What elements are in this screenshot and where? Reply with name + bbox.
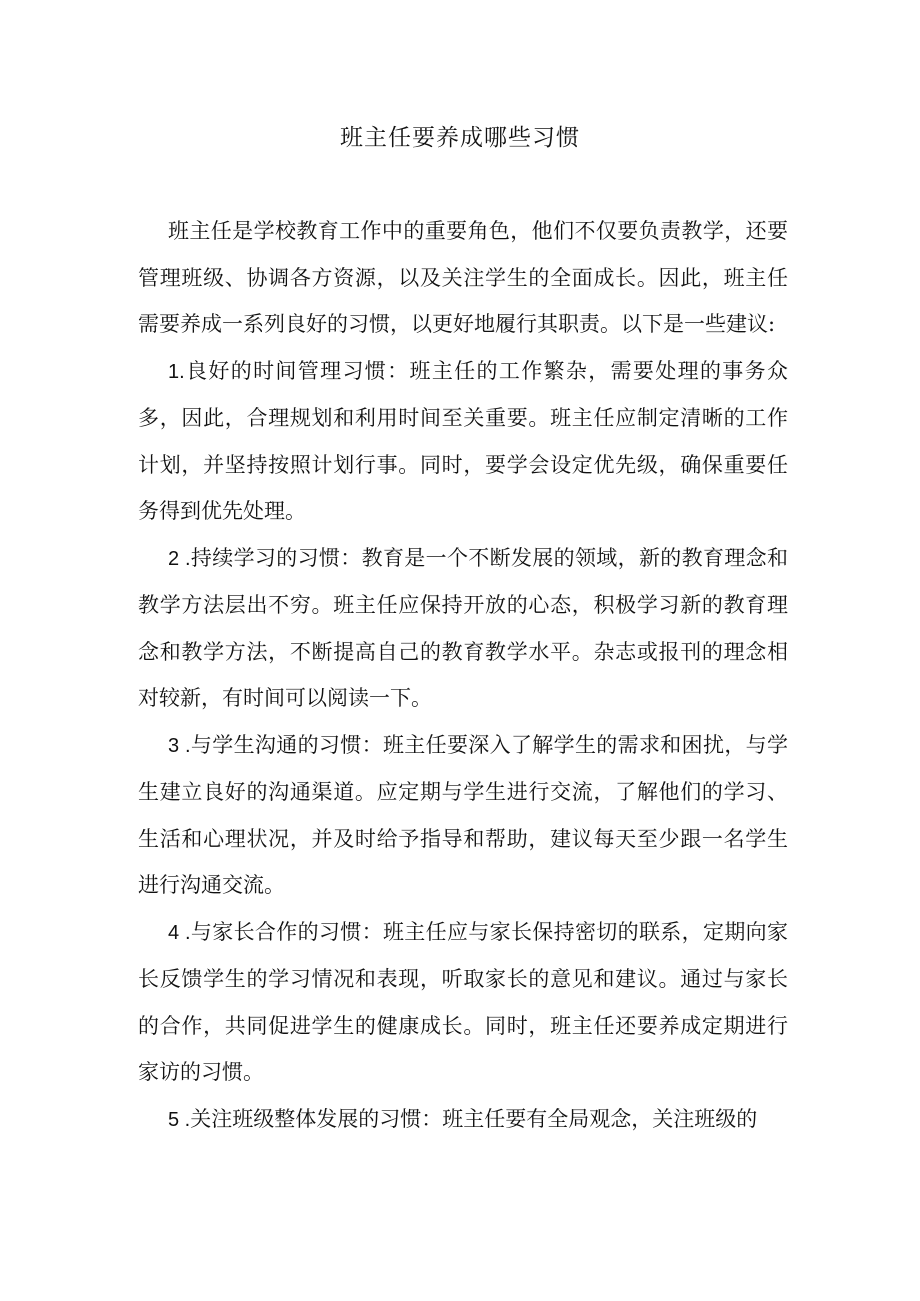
habit-item-text: 关注班级整体发展的习惯：班主任要有全局观念，关注班级的 xyxy=(190,1106,758,1131)
habit-item-text: 良好的时间管理习惯：班主任的工作繁杂，需要处理的事务众多，因此，合理规划和利用时间至关重要。班主任应制定清晰的工作计划，并坚持按照计划行事。同时，要学会设定优先级，确保重要任务得到优先处理。 xyxy=(138,358,788,523)
habit-item-5 xyxy=(138,1096,788,1144)
habit-item-4 xyxy=(138,909,788,1096)
habit-item-text: 与家长合作的习惯：班主任应与家长保持密切的联系，定期向家长反馈学生的学习情况和表现，听取家长的意见和建议。通过与家长的合作，共同促进学生的健康成长。同时，班主任还要养成定期进行家访的习惯。 xyxy=(138,919,788,1084)
habit-item-text: 持续学习的习惯：教育是一个不断发展的领域，新的教育理念和教学方法层出不穷。班主任应保持开放的心态，积极学习新的教育理念和教学方法，不断提高自己的教育教学水平。杂志或报刊的理念相对较新，有时间可以阅读一下。 xyxy=(138,545,788,710)
habit-item-number: 5 . xyxy=(168,1108,191,1131)
document-title: 班主任要养成哪些习惯 xyxy=(340,125,580,151)
habit-item-number: 2 . xyxy=(168,547,191,570)
document-body xyxy=(138,208,788,1143)
habit-item-text: 与学生沟通的习惯：班主任要深入了解学生的需求和困扰，与学生建立良好的沟通渠道。应定期与学生进行交流，了解他们的学习、生活和心理状况，并及时给予指导和帮助，建议每天至少跟一名学生进行沟通交流。 xyxy=(138,732,788,897)
habit-item-number: 3 . xyxy=(168,734,191,757)
intro-paragraph: 班主任是学校教育工作中的重要角色，他们不仅要负责教学，还要管理班级、协调各方资源，以及关注学生的全面成长。因此，班主任需要养成一系列良好的习惯，以更好地履行其职责。以下是一些建议: xyxy=(138,219,788,336)
habit-item-number: 4 . xyxy=(168,921,191,944)
habit-item-2 xyxy=(138,535,788,722)
habit-item-1 xyxy=(138,348,788,535)
habit-item-3 xyxy=(138,722,788,909)
habit-item-number: 1. xyxy=(168,360,185,383)
